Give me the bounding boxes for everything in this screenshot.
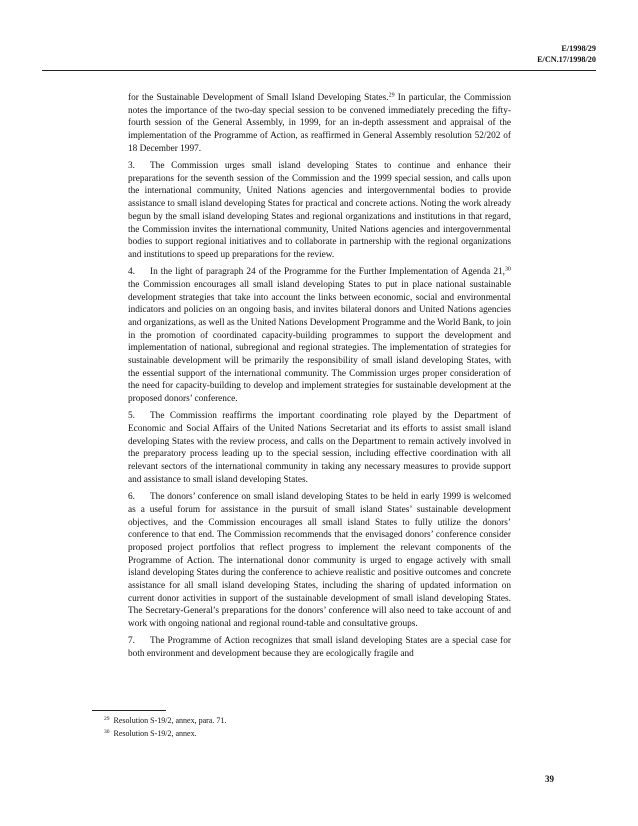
paragraph-7 (128, 635, 511, 660)
paragraph-text: The Commission urges small island developing States to continue and enhance their preparations for the seventh session of the Commission and the 1999 special session, and calls upon the international community, United Nations agencies and intergovernmental bodies to provide assistance to small island developing States for practical and concrete actions. Noting the work already begun by the small island developing States and regional organizations and institutions in that regard, the Commission invites the international community, United Nations agencies and intergovernmental bodies to support regional initiatives and to collaborate in partnership with the regional organizations and institutions to speed up preparations for the review. (128, 161, 511, 260)
document-symbol-line-2: E/CN.17/1998/20 (537, 55, 596, 64)
body-text (128, 92, 511, 665)
paragraph-number: 3. (128, 161, 135, 172)
footnote-text: Resolution S-19/2, annex, para. 71. (113, 716, 227, 725)
paragraph-5 (128, 410, 511, 486)
paragraph-text-continued: In particular, the Commission notes the importance of the two-day special session to be convened immediately preceding the fifty-fourth session of the General Assembly, in 1999, for an in-depth assessment and appraisal of the implementation of the Programme of Action, as reaffirmed in General Assembly resolution 52/202 of 18 December 1997. (128, 93, 511, 154)
footnote-29 (104, 715, 226, 728)
paragraph-3 (128, 160, 511, 262)
paragraph-number: 4. (128, 267, 135, 278)
paragraph-number: 5. (128, 411, 135, 422)
paragraph-number: 7. (128, 636, 135, 647)
paragraph-4 (128, 266, 511, 406)
page-number: 39 (545, 774, 554, 784)
footnote-separator (92, 710, 166, 711)
document-symbol (537, 43, 596, 65)
paragraph-text: The Programme of Action recognizes that small island developing States are a special case for both environment and development because they are ecologically fragile and (128, 636, 511, 660)
footnote-mark: 30 (104, 728, 110, 735)
paragraph-6 (128, 491, 511, 631)
paragraph-text: for the Sustainable Development of Small Island Developing States. (128, 93, 389, 103)
header-rule (42, 70, 596, 71)
footnotes (104, 715, 226, 740)
paragraph-text: The donors’ conference on small island developing States to be held in early 1999 is welcomed as a useful forum for assistance in the pursuit of small island States’ sustainable development objectives, and the Commission encourages all small island States to fully utilize the donors’ conference to that end. The Commission recommends that the envisaged donors’ conference consider proposed project portfolios that reflect progress to implement the relevant components of the Programme of Action. The international donor community is urged to engage actively with small island developing States during the conference to achieve realistic and positive outcomes and concrete assistance for all small island developing States, including the sharing of updated information on current donor activities in support of the sustainable development of small island developing States. The Secretary-General’s preparations for the donors’ conference will also need to take account of and work with ongoing national and regional round-table and consultative groups. (128, 492, 511, 630)
footnote-30 (104, 728, 226, 741)
document-symbol-line-1: E/1998/29 (561, 44, 596, 53)
footnote-mark: 29 (104, 716, 110, 722)
footnote-text: Resolution S-19/2, annex. (113, 728, 197, 738)
paragraph-text: The Commission reaffirms the important coordinating role played by the Department of Economic and Social Affairs of the United Nations Secretariat and its efforts to assist small island developing States with the review process, and calls on the Department to remain actively involved in the preparatory process leading up to the special session, including effective coordination with all relevant sectors of the international community in taking any necessary measures to provide support and assistance to small island developing States. (128, 411, 511, 485)
paragraph-continued (128, 92, 511, 156)
paragraph-number: 6. (128, 492, 135, 503)
footnote-reference[interactable]: 29 (388, 92, 395, 99)
paragraph-text: In the light of paragraph 24 of the Programme for the Further Implementation of Agenda 21, (150, 267, 505, 278)
footnote-reference[interactable]: 30 (505, 266, 511, 273)
paragraph-text-continued: the Commission encourages all small island developing States to put in place national sustainable development strategies that take into account the links between economic, social and environmental indicators and policies on an ongoing basis, and invites bilateral donors and United Nations agencies and organizations, as well as the United Nations Development Programme and the World Bank, to join in the promotion of coordinated capacity-building programmes to support the development and implementation of national, subregional and regional strategies. The implementation of strategies for sustainable development will be primarily the responsibility of small island developing States, with the essential support of the international community. The Commission urges proper consideration of the need for capacity-building to develop and implement strategies for sustainable development at the proposed donors’ conference. (128, 279, 511, 405)
